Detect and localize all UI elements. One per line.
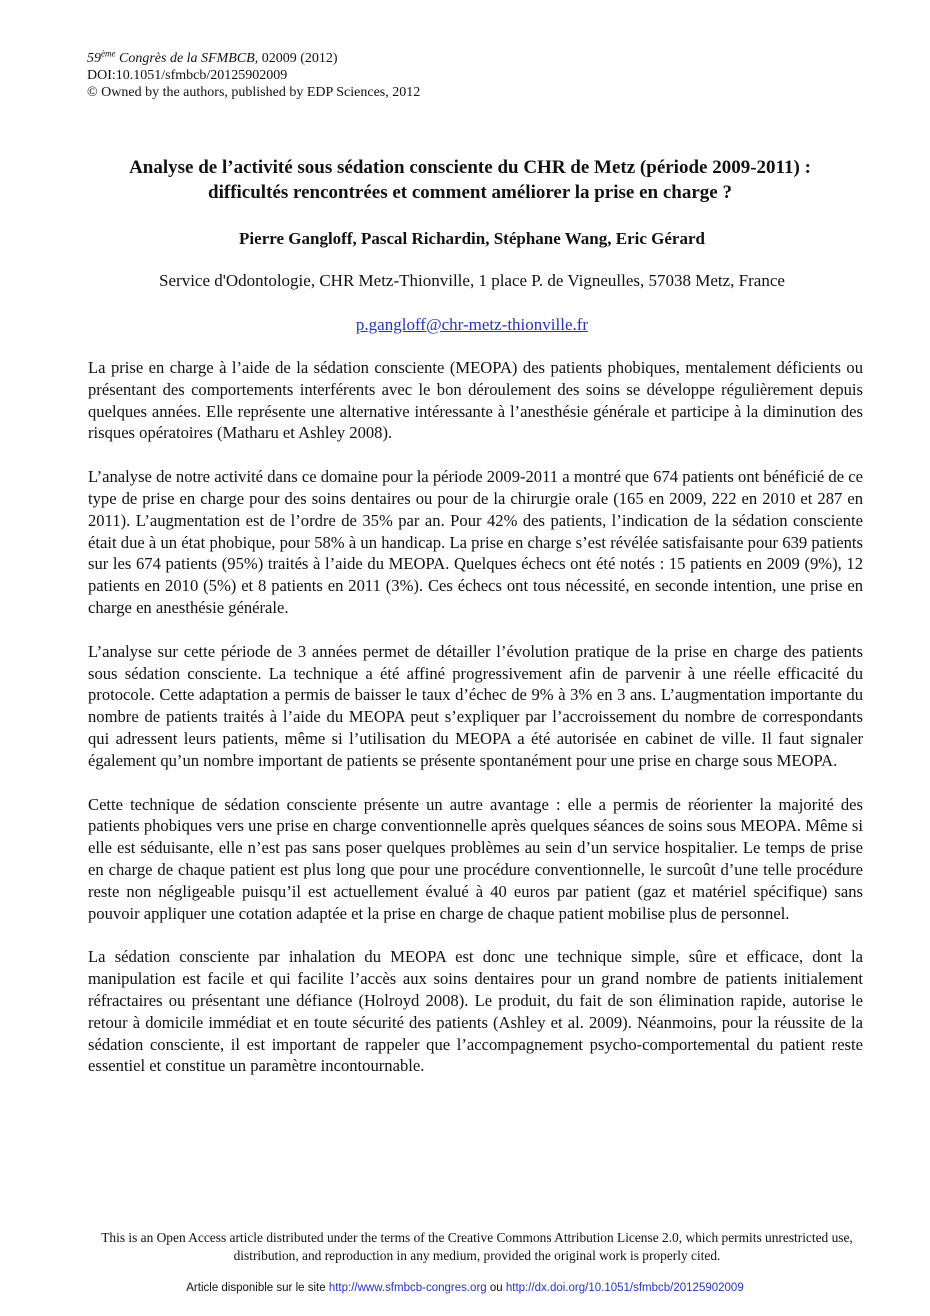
affiliation: Service d'Odontologie, CHR Metz-Thionville, 1 place P. de Vigneulles, 57038 Metz, France — [159, 271, 785, 290]
copyright-line: © Owned by the authors, published by EDP Sciences, 2012 — [87, 85, 421, 100]
abstract-body — [88, 357, 863, 1099]
conference-name: Congrès de la SFMBCB — [115, 51, 255, 66]
paragraph: L’analyse de notre activité dans ce domaine pour la période 2009-2011 a montré que 674 patients ont bénéficié de ce type de prise en charge pour des soins dentaires ou pour de la chirurgie orale (165 en 2009, 222 en 2010 et 287 en 2011). L’augmentation est de l’ordre de 35% par an. Pour 42% des patients, l’indication de la sédation consciente était due à un état phobique, pour 58% à un handicap. La prise en charge s’est révélée satisfaisante pour 639 patients sur les 674 patients (95%) traités à l’aide du MEOPA. Quelques échecs ont été notés : 15 patients en 2009 (9%), 12 patients en 2010 (5%) et 8 patients en 2011 (3%). Ces échecs ont tous nécessité, en seconde intention, une prise en charge en anesthésie générale. — [88, 467, 863, 617]
conference-number: 59 — [87, 51, 101, 66]
paper-title: Analyse de l’activité sous sédation consciente du CHR de Metz (période 2009-2011) : difficultés rencontrées et comment améliorer la prise en charge ? — [129, 157, 811, 203]
license-notice: This is an Open Access article distributed under the terms of the Creative Commons Attribution License 2.0, which permits unrestricted use, distribution, and reproduction in any medium, provided the original work is properly cited. — [101, 1230, 853, 1263]
conference-line — [87, 50, 420, 67]
email-line — [87, 315, 857, 335]
authors: Pierre Gangloff, Pascal Richardin, Stéphane Wang, Eric Gérard — [239, 229, 705, 248]
site-link[interactable]: http://www.sfmbcb-congres.org — [328, 1282, 487, 1294]
conference-ref: , 02009 (2012) — [254, 51, 338, 66]
paragraph: Cette technique de sédation consciente présente un autre avantage : elle a permis de réorienter la majorité des patients phobiques vers une prise en charge conventionnelle après quelques séances de soins sous MEOPA. Même si elle est séduisante, elle n’est pas sans poser quelques problèmes au sein d’un service hospitalier. Le temps de prise en charge de chaque patient est plus long que pour une procédure conventionnelle, le surcoût d’une telle procédure reste non négligeable puisqu’il est actuellement évalué à 40 euros par patient (gaz et matériel spécifique) sans pouvoir appliquer une cotation adaptée et la prise en charge de chaque patient mobilise plus de personnel. — [88, 794, 863, 923]
paragraph: L’analyse sur cette période de 3 années permet de détailler l’évolution pratique de la prise en charge des patients sous sédation consciente. La technique a été affiné progressivement afin de parvenir à une réelle efficacité du protocole. Cette adaptation a permis de baisser le taux d’échec de 9% à 3% en 3 ans. L’augmentation importante du nombre de patients traités à l’aide du MEOPA peut s’expliquer par l’accroissement du nombre de correspondants qui adressent leurs patients, même si l’utilisation du MEOPA a été autorisée en cabinet de ville. Il faut signaler également qu’un nombre important de patients se présente spontanément pour une prise en charge sous MEOPA. — [88, 641, 863, 770]
paragraph: La prise en charge à l’aide de la sédation consciente (MEOPA) des patients phobiques, mentalement déficients ou présentant des comportements interférents avec le bon déroulement des soins se développe régulièrement depuis quelques années. Elle représente une alternative intéressante à l’anesthésie générale et participe à la diminution des risques opératoires (Matharu et Ashley 2008). — [88, 358, 863, 443]
paragraph: La sédation consciente par inhalation du MEOPA est donc une technique simple, sûre et efficace, dont la manipulation est facile et qui facilite l’accès aux soins dentaires pour un grand nombre de patients initialement réfractaires ou présentant une défiance (Holroyd 2008). Le produit, du fait de son élimination rapide, autorise le retour à domicile immédiat et en toute sécurité des patients (Ashley et al. 2009). Néanmoins, pour la réussite de la sédation consciente, il est important de rappeler que l’accompagnement psycho-comportemental du patient reste essentiel et constitue un paramètre incontournable. — [88, 947, 863, 1076]
doi-line: DOI:10.1051/sfmbcb/20125902009 — [87, 68, 288, 83]
availability-middle: ou — [486, 1282, 506, 1294]
availability-prefix: Article disponible sur le site — [186, 1282, 329, 1294]
doi-link[interactable]: http://dx.doi.org/10.1051/sfmbcb/20125902009 — [505, 1282, 744, 1294]
page-header — [87, 50, 420, 101]
conference-superscript: ème — [101, 48, 116, 59]
email-link[interactable]: p.gangloff@chr-metz-thionville.fr — [355, 315, 589, 334]
availability-line — [0, 1282, 930, 1294]
